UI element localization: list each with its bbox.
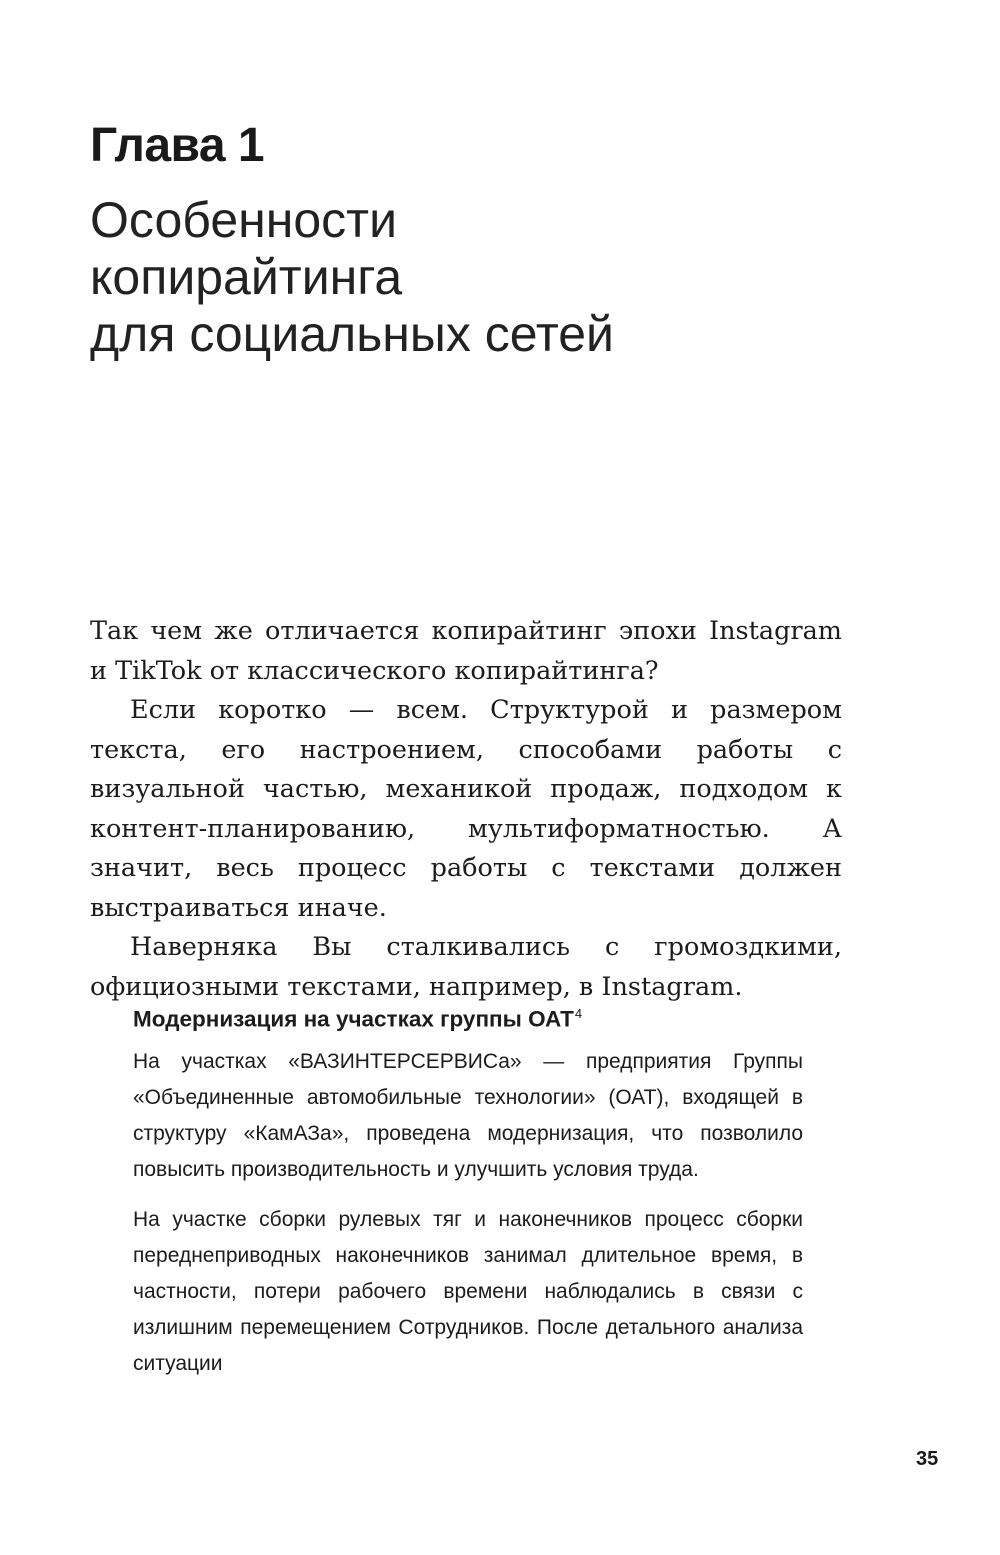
case-study-heading [133,996,803,1038]
chapter-title-line: копирайтинга [90,249,403,305]
chapter-label: Глава 1 [90,119,265,172]
chapter-title-line: для социальных сетей [90,306,614,362]
case-study-paragraph: На участках «ВАЗИНТЕРСЕРВИСа» — предприятия Группы «Объединенные автомобильные технологии» (ОАТ), входящей в структуру «КамАЗа», проведена модернизация, что позволило повысить производительность и улучшить условия труда. [133,1049,803,1181]
body-paragraph: Так чем же отличается копирайтинг эпохи Instagram и TikTok от классического копирайтинга? [90,616,842,686]
chapter-title [90,192,890,363]
body-text [90,612,842,1007]
page-number: 35 [916,1448,939,1470]
body-paragraph: Если коротко — всем. Структурой и размером текста, его настроением, способами работы с визуальной частью, механикой продаж, подходом к контент-планированию, мультиформатностью. А значит, весь процесс работы с текстами должен выстраиваться иначе. [90,695,842,923]
case-study-paragraph: На участке сборки рулевых тяг и наконечников процесс сборки переднеприводных наконечников занимал длительное время, в частности, потери рабочего времени наблюдались в связи с излишним перемещением Сотрудников. После детального анализа ситуации [133,1207,803,1375]
case-study-heading-text: Модернизация на участках группы ОАТ [133,1006,574,1032]
body-paragraph: Наверняка Вы сталкивались с громоздкими, официозными текстами, например, в Instagram. [90,932,842,1002]
case-study-box [133,996,803,1382]
footnote-reference: 4 [574,1006,583,1021]
chapter-title-line: Особенности [90,192,398,248]
